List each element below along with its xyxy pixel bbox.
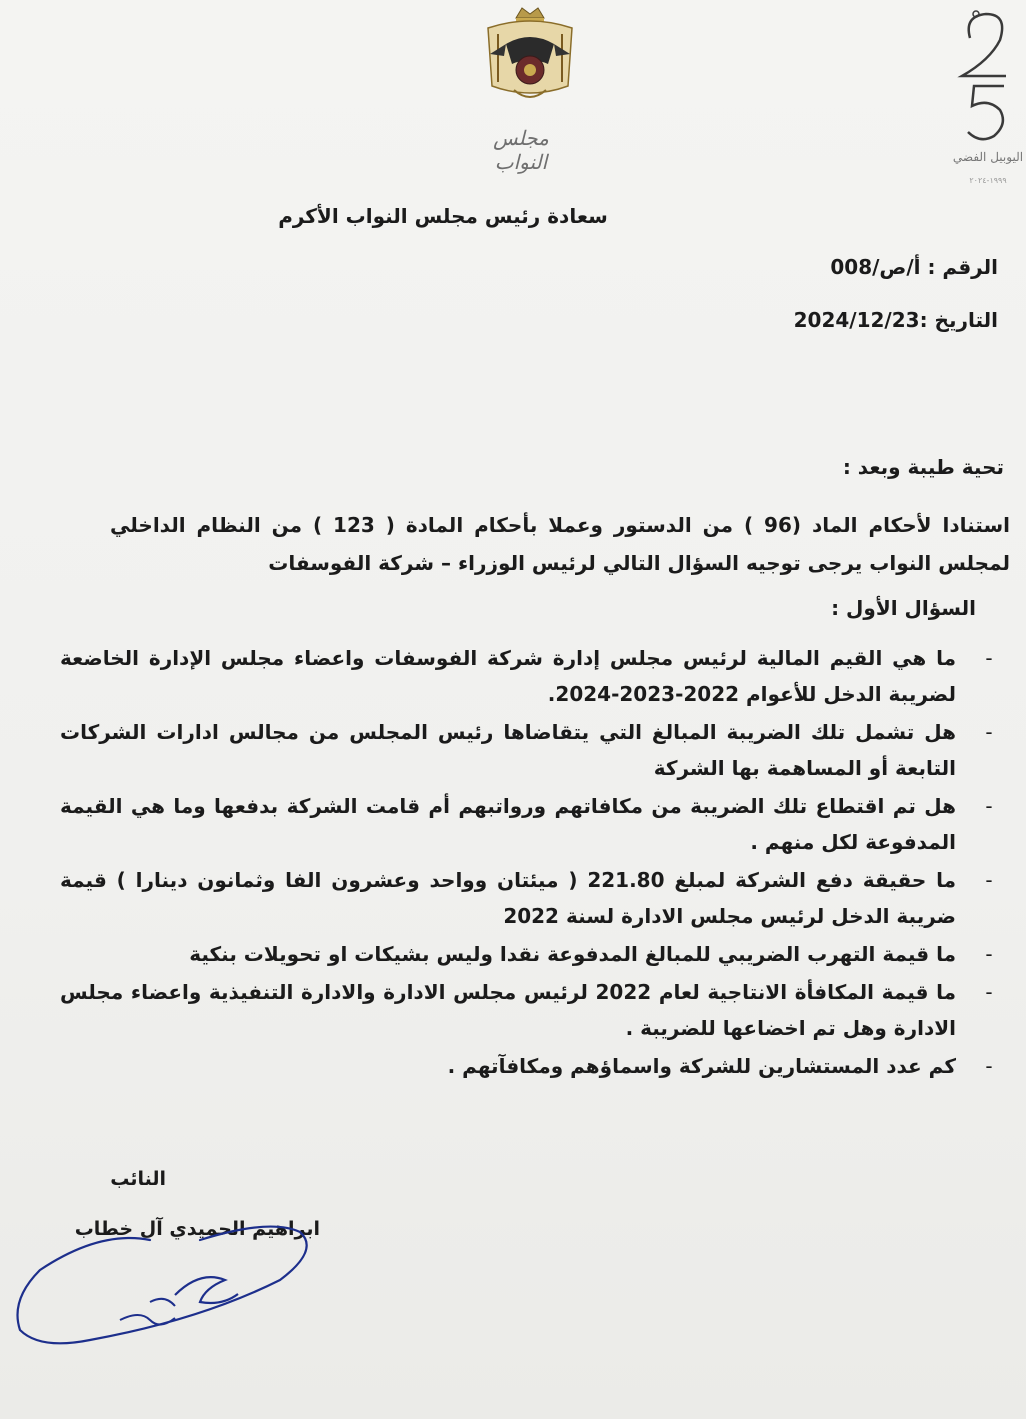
jubilee-text: اليوبيل الفضي — [952, 150, 1024, 164]
question-text: هل تم اقتطاع تلك الضريبة من مكافاتهم ورواتبهم أم قامت الشركة بدفعها وما هي القيمة المدفوعة لكل منهم . — [60, 794, 956, 854]
royal-coat-of-arms-icon — [476, 4, 584, 108]
question-text: ما قيمة التهرب الضريبي للمبالغ المدفوعة نقدا وليس بشيكات او تحويلات بنكية — [189, 942, 956, 966]
handwritten-signature-icon — [0, 1210, 330, 1360]
reference-number: الرقم : أ/ص/008 — [830, 255, 998, 279]
first-question-heading: السؤال الأول : — [831, 596, 976, 620]
list-item — [60, 1048, 1004, 1084]
list-item — [60, 640, 1004, 712]
dash-bullet: - — [985, 868, 993, 892]
letter-date: التاريخ :2024/12/23 — [793, 308, 998, 332]
dash-bullet: - — [985, 942, 993, 966]
question-text: كم عدد المستشارين للشركة واسماؤهم ومكافآتهم . — [447, 1054, 956, 1078]
dash-bullet: - — [985, 646, 993, 670]
dash-bullet: - — [985, 1054, 993, 1078]
intro-paragraph: استنادا لأحكام الماد (96 ) من الدستور وعملا بأحكام المادة ( 123 ) من النظام الداخلي لمجلس النواب يرجى توجيه السؤال التالي لرئيس الوزراء – شركة الفوسفات — [110, 513, 1010, 575]
dash-bullet: - — [985, 794, 993, 818]
question-text: هل تشمل تلك الضريبة المبالغ التي يتقاضاها رئيس المجلس من مجالس ادارات الشركات التابعة أو المساهمة بها الشركة — [60, 720, 956, 780]
signatory-title: النائب — [110, 1168, 166, 1190]
question-text: ما هي القيم المالية لرئيس مجلس إدارة شركة الفوسفات واعضاء مجلس الإدارة الخاضعة لضريبة الدخل للأعوام 2022-2023-2024. — [60, 646, 956, 706]
question-list — [60, 640, 1004, 1086]
list-item — [60, 862, 1004, 934]
list-item — [60, 714, 1004, 786]
list-item — [60, 788, 1004, 860]
jubilee-years: ١٩٩٩-٢٠٢٤ — [969, 176, 1007, 185]
greeting: تحية طيبة وبعد : — [842, 455, 1004, 479]
signatory-name: ابراهيم الحميدي آل خطاب — [74, 1218, 320, 1240]
question-text: ما حقيقة دفع الشركة لمبلغ 221.80 ( ميئتان وواحد وعشرون الفا وثمانون دينارا ) قيمة ضريبة الدخل لرئيس مجلس الادارة لسنة 2022 — [60, 868, 956, 928]
list-item — [60, 974, 1004, 1046]
dash-bullet: - — [985, 720, 993, 744]
question-text: ما قيمة المكافأة الانتاجية لعام 2022 لرئيس مجلس الادارة والادارة التنفيذية واعضاء مجلس الادارة وهل تم اخضاعها للضريبة . — [60, 980, 956, 1040]
council-logo-text: مجلس النواب — [493, 126, 549, 174]
addressee-line: سعادة رئيس مجلس النواب الأكرم — [278, 204, 608, 228]
list-item — [60, 936, 1004, 972]
dash-bullet: - — [985, 980, 993, 1004]
